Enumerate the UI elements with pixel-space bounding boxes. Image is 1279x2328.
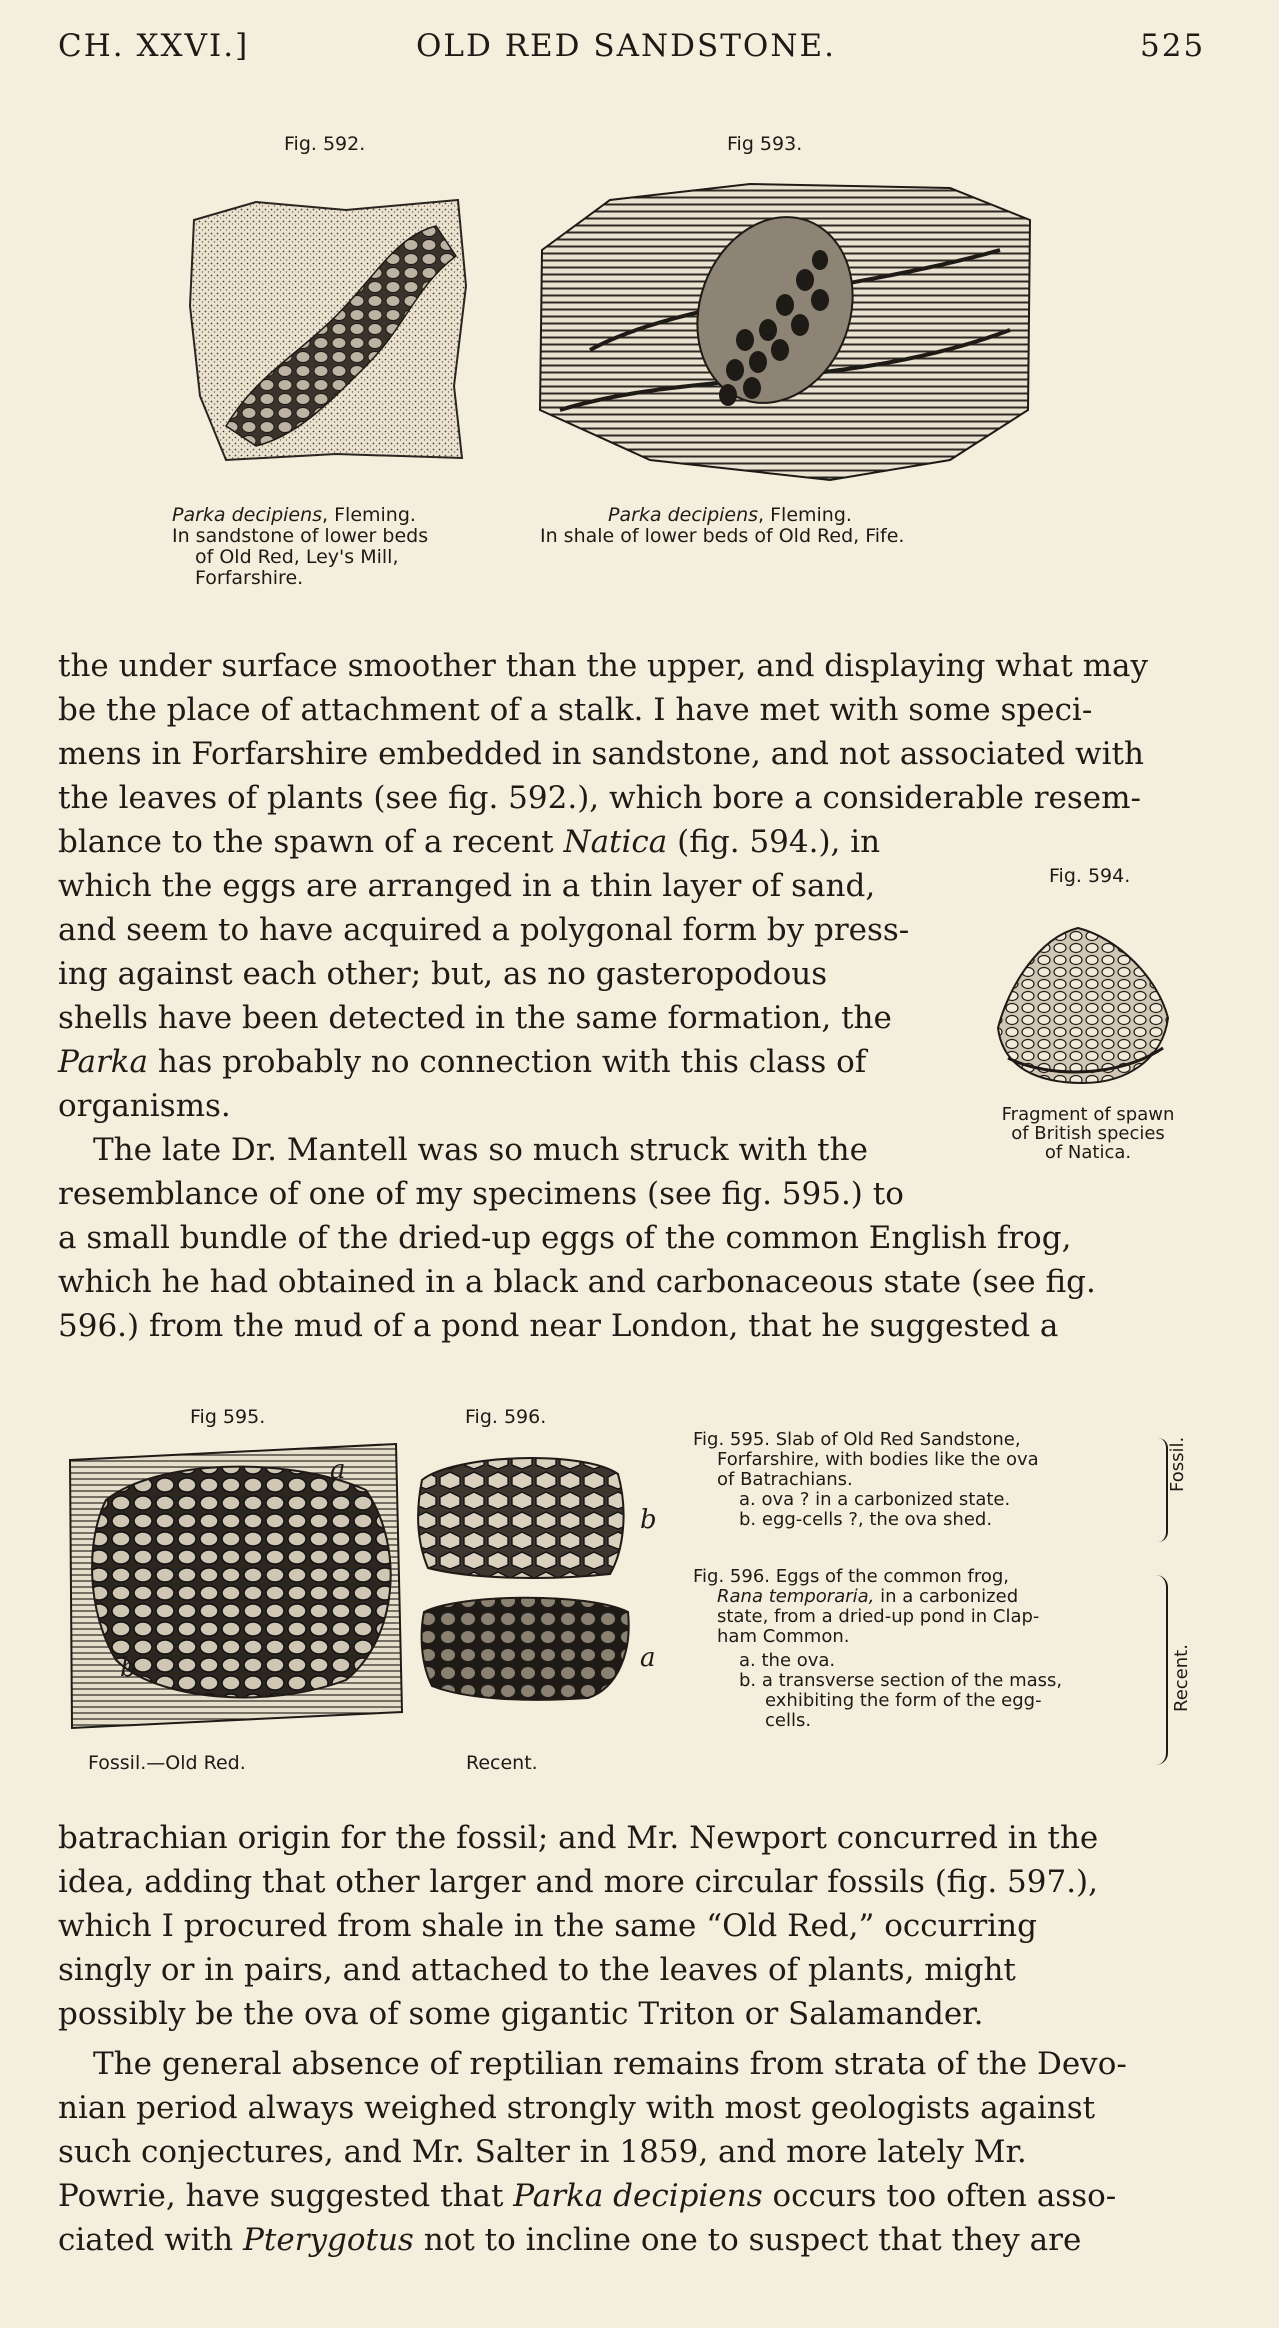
fig-596-desc-line1: Fig. 596. Eggs of the common frog, xyxy=(693,1566,1009,1587)
fig-594-caption-line2: of British species xyxy=(1011,1123,1165,1144)
fig-593-label: Fig 593. xyxy=(727,133,803,155)
p3-line4: singly or in pairs, and attached to the leaves of plants, might xyxy=(58,1952,1016,1988)
fig-596-desc-line3: state, from a dried-up pond in Clap- xyxy=(717,1606,1040,1627)
p1-line1: the under surface smoother than the upper, and displaying what may xyxy=(58,648,1148,684)
fig-595-caption: Fossil.—Old Red. xyxy=(88,1752,246,1774)
fig-595-desc-line1: Fig. 595. Slab of Old Red Sandstone, xyxy=(693,1429,1021,1450)
p1-line5: blance to the spawn of a recent Natica (fig. 594.), in xyxy=(58,824,881,860)
fig-594-label: Fig. 594. xyxy=(1049,865,1131,887)
fig-594-caption xyxy=(968,1105,1208,1162)
fig-596-caption: Recent. xyxy=(466,1752,538,1774)
fig-596-item-b2: exhibiting the form of the egg- xyxy=(765,1690,1042,1711)
fig-595-label: Fig 595. xyxy=(190,1406,266,1428)
fig-595-desc-line3: of Batrachians. xyxy=(717,1469,853,1490)
p1-line9: shells have been detected in the same formation, the xyxy=(58,1000,892,1036)
p4-line1: The general absence of reptilian remains from strata of the Devo- xyxy=(93,2046,1127,2082)
p3-line5: possibly be the ova of some gigantic Triton or Salamander. xyxy=(58,1996,984,2032)
fig-592-species: Parka decipiens xyxy=(172,504,323,526)
p2-line4: which he had obtained in a black and carbonaceous state (see fig. xyxy=(58,1264,1096,1300)
fig-592-illustration xyxy=(186,196,472,466)
fig-593-species: Parka decipiens xyxy=(608,504,759,526)
p1-line6: which the eggs are arranged in a thin layer of sand, xyxy=(58,868,876,904)
fig-596-desc-line2: Rana temporaria, in a carbonized xyxy=(717,1586,1019,1607)
recent-bracket-label: Recent. xyxy=(1171,1644,1192,1712)
p3-line2: idea, adding that other larger and more circular fossils (fig. 597.), xyxy=(58,1864,1098,1900)
p4-line3: such conjectures, and Mr. Salter in 1859, and more lately Mr. xyxy=(58,2134,1027,2170)
p2-line3: a small bundle of the dried-up eggs of the common English frog, xyxy=(58,1220,1072,1256)
p3-line3: which I procured from shale in the same “Old Red,” occurring xyxy=(58,1908,1037,1944)
fig-596-mark-a: a xyxy=(640,1643,656,1673)
fig-592-caption-line4: Forfarshire. xyxy=(195,567,304,589)
fig-594-caption-line3: of Natica. xyxy=(1044,1142,1132,1163)
fig-596-item-b1: b. a transverse section of the mass, xyxy=(739,1670,1063,1691)
p1-line3: mens in Forfarshire embedded in sandstone, and not associated with xyxy=(58,736,1144,772)
fossil-bracket-label: Fossil. xyxy=(1167,1436,1188,1492)
fig-593-caption xyxy=(540,505,1040,547)
fig-595-desc-line2: Forfarshire, with bodies like the ova xyxy=(717,1449,1039,1470)
fig-596-illustration-a xyxy=(418,1592,634,1702)
fig-593-caption-line2: In shale of lower beds of Old Red, Fife. xyxy=(540,525,905,547)
fig-595-mark-a: a xyxy=(330,1455,346,1485)
fig-594-caption-line1: Fragment of spawn xyxy=(1001,1104,1175,1125)
paragraph-2-full xyxy=(58,1216,1208,1348)
recent-bracket xyxy=(1152,1575,1168,1765)
p4-line5: ciated with Pterygotus not to incline one to suspect that they are xyxy=(58,2222,1082,2258)
fig-592-label: Fig. 592. xyxy=(284,133,366,155)
fig-594-illustration xyxy=(988,918,1172,1088)
fig-592-caption-line3: of Old Red, Ley's Mill, xyxy=(195,546,399,568)
fig-596-item-b3: cells. xyxy=(765,1710,812,1731)
fig-596-description xyxy=(693,1567,1153,1731)
paragraph-3 xyxy=(58,1816,1208,2036)
p1-line11: organisms. xyxy=(58,1088,231,1124)
fig-595-item-b: b. egg-cells ?, the ova shed. xyxy=(739,1509,993,1530)
p1-line10: Parka has probably no connection with this class of xyxy=(58,1044,867,1080)
running-head-title: OLD RED SANDSTONE. xyxy=(416,28,836,64)
p4-line2: nian period always weighed strongly with most geologists against xyxy=(58,2090,1096,2126)
fig-592-caption xyxy=(172,505,492,589)
fossil-bracket xyxy=(1152,1438,1168,1542)
fig-595-description xyxy=(693,1430,1153,1530)
fig-595-item-a: a. ova ? in a carbonized state. xyxy=(739,1489,1011,1510)
fig-592-author: , Fleming. xyxy=(322,504,416,526)
p2-line2: resemblance of one of my specimens (see fig. 595.) to xyxy=(58,1176,904,1212)
fig-593-author: , Fleming. xyxy=(758,504,852,526)
fig-593-illustration xyxy=(530,180,1038,490)
paragraph-1-narrow xyxy=(58,820,948,1216)
fig-592-caption-line2: In sandstone of lower beds xyxy=(172,525,429,547)
p2-line5: 596.) from the mud of a pond near London, that he suggested a xyxy=(58,1308,1059,1344)
fig-595-illustration xyxy=(66,1440,406,1732)
p1-line4: the leaves of plants (see fig. 592.), which bore a considerable resem- xyxy=(58,780,1142,816)
p1-line8: ing against each other; but, as no gasteropodous xyxy=(58,956,828,992)
paragraph-4 xyxy=(58,2042,1208,2262)
fig-596-desc-line4: ham Common. xyxy=(717,1626,850,1647)
paragraph-1-full xyxy=(58,644,1208,820)
fig-595-mark-b: b xyxy=(120,1653,137,1683)
p1-line7: and seem to have acquired a polygonal form by press- xyxy=(58,912,910,948)
p2-line1: The late Dr. Mantell was so much struck with the xyxy=(93,1132,868,1168)
fig-596-illustration-b xyxy=(414,1450,630,1580)
fig-596-mark-b: b xyxy=(640,1505,657,1535)
p1-line2: be the place of attachment of a stalk. I have met with some speci- xyxy=(58,692,1093,728)
p3-line1: batrachian origin for the fossil; and Mr. Newport concurred in the xyxy=(58,1820,1099,1856)
fig-596-label: Fig. 596. xyxy=(465,1406,547,1428)
page-number: 525 xyxy=(1140,28,1206,64)
running-head-chapter: CH. XXVI.] xyxy=(58,28,250,64)
p4-line4: Powrie, have suggested that Parka decipiens occurs too often asso- xyxy=(58,2178,1117,2214)
fig-596-item-a: a. the ova. xyxy=(739,1650,836,1671)
